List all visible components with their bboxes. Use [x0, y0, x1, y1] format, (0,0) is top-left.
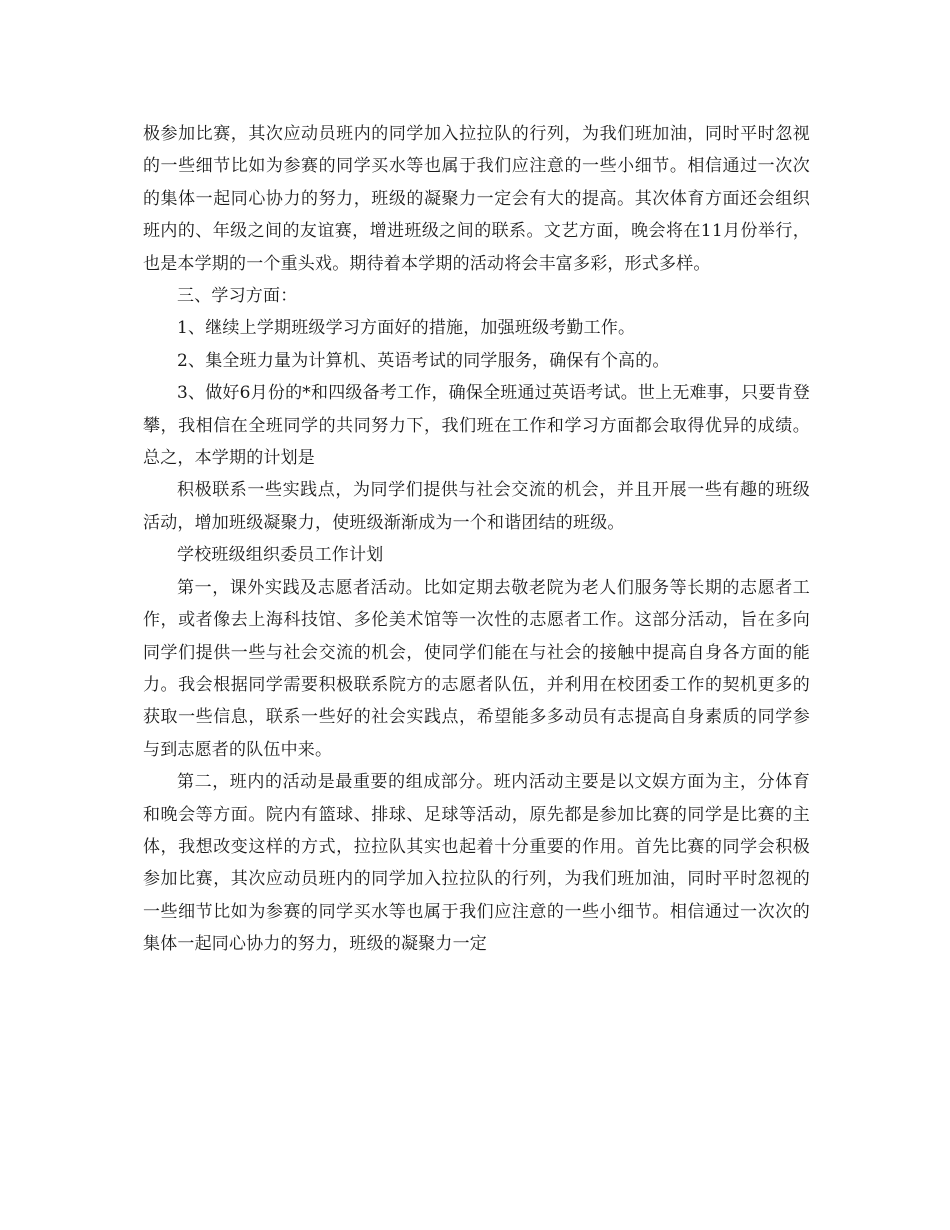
paragraph-plan-summary: 积极联系一些实践点，为同学们提供与社会交流的机会，并且开展一些有趣的班级活动，增加班级凝聚力，使班级渐渐成为一个和谐团结的班级。 [143, 480, 810, 533]
paragraph-first-point: 第一，课外实践及志愿者活动。比如定期去敬老院为老人们服务等长期的志愿者工作，或者像去上海科技馆、多伦美术馆等一次性的志愿者工作。这部分活动，旨在多向同学们提供一些与社会交流的机会，使同学们能在与社会的接触中提高自身各方面的能力。我会根据同学需要积极联系院方的志愿者队伍，并利用在校团委工作的契机更多的获取一些信息，联系一些好的社会实践点，希望能多多动员有志提高自身素质的同学参与到志愿者的队伍中来。 [143, 577, 810, 760]
section-title: 学校班级组织委员工作计划 [177, 545, 384, 566]
list-item-3: 3、做好6月份的*和四级备考工作，确保全班通过英语考试。世上无难事，只要肯登攀，我相信在全班同学的共同努力下，我们班在工作和学习方面都会取得优异的成绩。总之，本学期的计划是 [143, 383, 810, 469]
list-item-1: 1、继续上学期班级学习方面好的措施，加强班级考勤工作。 [177, 318, 636, 339]
document-body [143, 118, 810, 961]
paragraph-second-point: 第二，班内的活动是最重要的组成部分。班内活动主要是以文娱方面为主，分体育和晚会等方面。院内有篮球、排球、足球等活动，原先都是参加比赛的同学是比赛的主体，我想改变这样的方式，拉拉队其实也起着十分重要的作用。首先比赛的同学会积极参加比赛，其次应动员班内的同学加入拉拉队的行列，为我们班加油，同时平时忽视的一些细节比如为参赛的同学买水等也属于我们应注意的一些小细节。相信通过一次次的集体一起同心协力的努力，班级的凝聚力一定 [143, 772, 810, 955]
section-heading-study: 三、学习方面： [177, 286, 298, 307]
paragraph-continued: 极参加比赛，其次应动员班内的同学加入拉拉队的行列，为我们班加油，同时平时忽视的一些细节比如为参赛的同学买水等也属于我们应注意的一些小细节。相信通过一次次的集体一起同心协力的努力，班级的凝聚力一定会有大的提高。其次体育方面还会组织班内的、年级之间的友谊赛，增进班级之间的联系。文艺方面，晚会将在11月份举行，也是本学期的一个重头戏。期待着本学期的活动将会丰富多彩，形式多样。 [143, 124, 810, 274]
list-item-2: 2、集全班力量为计算机、英语考试的同学服务，确保有个高的。 [177, 350, 670, 371]
